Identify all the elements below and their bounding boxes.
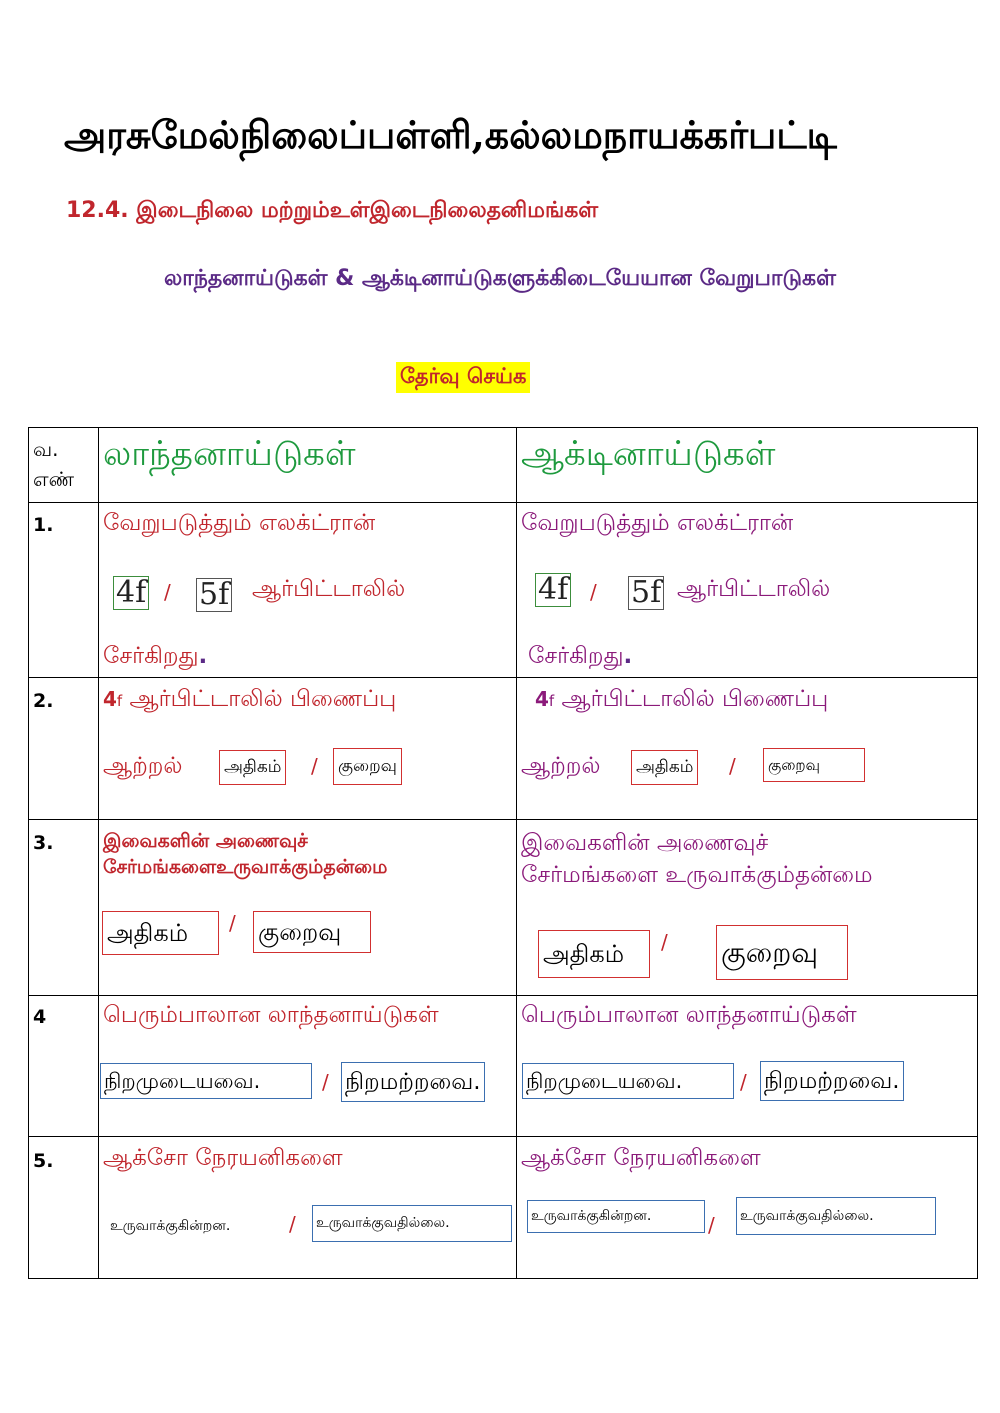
row-number: 2. (33, 690, 54, 712)
option-5f-box[interactable]: 5f (628, 576, 664, 610)
row2-left-statement: 4f ஆர்பிட்டாலில் பிணைப்பு (103, 686, 397, 712)
option-low-box[interactable]: குறைவு (763, 748, 865, 782)
option-coloured-box[interactable]: நிறமுடையவை. (100, 1063, 312, 1099)
row2-left-energy-label: ஆற்றல் (103, 753, 183, 779)
table-divider (28, 1136, 978, 1137)
option-separator: / (708, 1213, 715, 1237)
option-high-box[interactable]: அதிகம் (219, 750, 286, 785)
option-forms-text[interactable]: உருவாக்குகின்றன. (110, 1218, 231, 1234)
row4-right-statement: பெரும்பாலான லாந்தனாய்டுகள் (521, 1002, 857, 1028)
option-separator: / (661, 930, 668, 954)
row-number: 4 (33, 1006, 47, 1028)
table-border-left (28, 427, 29, 1279)
row1-right-ending: சேர்கிறது. (528, 643, 633, 669)
option-does-not-form-box[interactable]: உருவாக்குவதில்லை. (736, 1197, 936, 1235)
option-separator: / (322, 1070, 329, 1094)
option-4f-box[interactable]: 4f (535, 573, 571, 607)
table-column-divider (98, 427, 99, 1279)
table-border-top (28, 427, 978, 428)
option-separator: / (729, 754, 736, 778)
row1-left-ending: சேர்கிறது. (103, 643, 208, 669)
option-separator: / (229, 911, 236, 935)
row1-right-orbital-text: ஆர்பிட்டாலில் (677, 576, 831, 602)
school-name: அரசுமேல்நிலைப்பள்ளி,கல்லமநாயக்கர்பட்டி (64, 112, 837, 157)
table-divider (28, 819, 978, 820)
worksheet-subtitle: லாந்தனாய்டுகள் & ஆக்டினாய்டுகளுக்கிடையேயான வேறுபாடுகள் (164, 266, 836, 291)
table-border-bottom (28, 1278, 978, 1279)
table-divider (28, 502, 978, 503)
row4-left-statement: பெரும்பாலான லாந்தனாய்டுகள் (103, 1002, 439, 1028)
option-high-box[interactable]: அதிகம் (102, 911, 219, 955)
row5-left-statement: ஆக்சோ நேரயனிகளை (103, 1145, 343, 1171)
option-separator: / (740, 1070, 747, 1094)
row2-right-statement: 4f ஆர்பிட்டாலில் பிணைப்பு (535, 686, 829, 712)
option-5f-box[interactable]: 5f (196, 578, 232, 612)
lesson-title: 12.4. இடைநிலை மற்றும்உள்இடைநிலைதனிமங்கள் (66, 198, 599, 223)
column-header-lanthanides: லாந்தனாய்டுகள் (103, 434, 356, 474)
option-forms-box[interactable]: உருவாக்குகின்றன. (527, 1200, 705, 1233)
row2-right-energy-label: ஆற்றல் (521, 753, 601, 779)
row3-left-statement: இவைகளின் அணைவுச் சேர்மங்களைஉருவாக்கும்தன்மை (103, 830, 388, 878)
option-colourless-box[interactable]: நிறமற்றவை. (341, 1062, 485, 1102)
option-separator: / (289, 1212, 296, 1236)
option-4f-box[interactable]: 4f (113, 576, 149, 610)
table-divider (28, 677, 978, 678)
option-colourless-box[interactable]: நிறமற்றவை. (760, 1061, 904, 1101)
row1-left-orbital-text: ஆர்பிட்டாலில் (252, 576, 406, 602)
instruction-label: தேர்வு செய்க (396, 362, 530, 393)
option-separator: / (590, 580, 597, 604)
option-separator: / (164, 580, 171, 604)
option-low-box[interactable]: குறைவு (333, 748, 402, 785)
row-number: 1. (33, 514, 54, 536)
column-header-actinides: ஆக்டினாய்டுகள் (521, 434, 776, 474)
option-does-not-form-box[interactable]: உருவாக்குவதில்லை. (312, 1205, 512, 1242)
option-low-box[interactable]: குறைவு (253, 911, 371, 953)
row-number: 5. (33, 1150, 54, 1172)
option-low-box[interactable]: குறைவு (716, 925, 848, 980)
option-coloured-box[interactable]: நிறமுடையவை. (522, 1063, 734, 1099)
table-border-right (977, 427, 978, 1279)
table-divider (28, 995, 978, 996)
option-high-box[interactable]: அதிகம் (538, 930, 650, 978)
row1-right-statement: வேறுபடுத்தும் எலக்ட்ரான் (521, 510, 794, 536)
row3-right-statement: இவைகளின் அணைவுச் சேர்மங்களை உருவாக்கும்தன்மை (521, 830, 873, 888)
column-header-serial: வ. எண் (33, 437, 75, 491)
option-high-box[interactable]: அதிகம் (631, 750, 698, 785)
row1-left-statement: வேறுபடுத்தும் எலக்ட்ரான் (103, 510, 376, 536)
row-number: 3. (33, 832, 54, 854)
table-column-divider (516, 427, 517, 1279)
row5-right-statement: ஆக்சோ நேரயனிகளை (521, 1145, 761, 1171)
option-separator: / (311, 754, 318, 778)
